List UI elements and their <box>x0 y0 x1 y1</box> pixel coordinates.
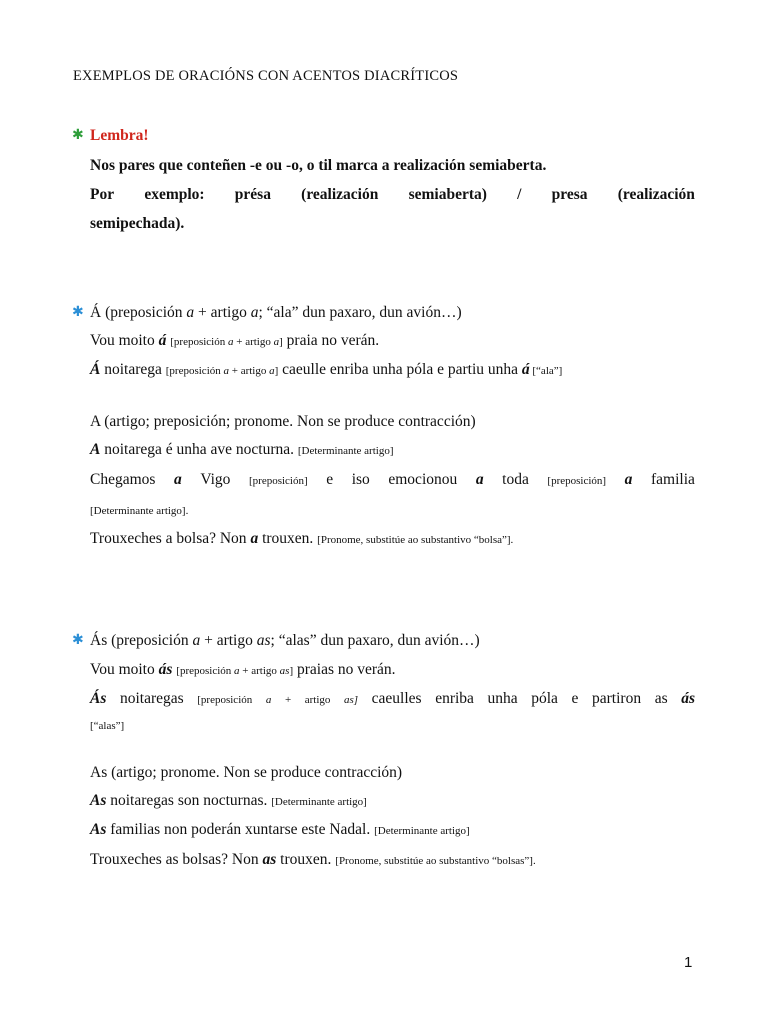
section-as-example-3: As noitaregas son nocturnas. [Determinante artigo] <box>90 792 367 809</box>
section-a-heading-2: A (artigo; preposición; pronome. Non se produce contracción) <box>90 413 476 430</box>
section-as-heading: Ás (preposición a + artigo as; “alas” dun paxaro, dun avión…) <box>90 632 480 649</box>
section-as-example-4: As familias non poderán xuntarse este Nadal. [Determinante artigo] <box>90 821 470 838</box>
blue-asterisk-icon: ✱ <box>72 305 84 320</box>
section-as-example-5: Trouxeches as bolsas? Non as trouxen. [Pronome, substitúe ao substantivo “bolsas”]. <box>90 851 536 868</box>
section-a-example-5: Trouxeches a bolsa? Non a trouxen. [Pronome, substitúe ao substantivo “bolsa”]. <box>90 530 514 547</box>
section-a-example-2: Á noitarega [preposición a + artigo a] caeulle enriba unha póla e partiu unha á [“ala”] <box>90 361 563 378</box>
reminder-line-2: Por exemplo: présa (realización semiaberta) / presa (realización <box>90 186 695 203</box>
section-as-heading-2: As (artigo; pronome. Non se produce contracción) <box>90 764 403 781</box>
reminder-line-3: semipechada). <box>90 215 185 232</box>
section-a-heading: Á (preposición a + artigo a; “ala” dun paxaro, dun avión…) <box>90 304 462 321</box>
section-as-example-2: Ás noitaregas [preposición a + artigo as] caeulles enriba unha póla e partiron as ás <box>90 690 695 707</box>
section-as-example-2-note: [“alas”] <box>90 720 125 732</box>
document-title: EXEMPLOS DE ORACIÓNS CON ACENTOS DIACRÍTICOS <box>73 68 459 84</box>
reminder-heading: Lembra! <box>90 127 149 144</box>
green-asterisk-icon: ✱ <box>72 128 84 143</box>
blue-asterisk-icon: ✱ <box>72 633 84 648</box>
reminder-line-1: Nos pares que conteñen -e ou -o, o til marca a realización semiaberta. <box>90 157 547 174</box>
page-number: 1 <box>684 954 693 971</box>
section-a-example-3: A noitarega é unha ave nocturna. [Determinante artigo] <box>90 441 394 458</box>
section-a-example-4-note: [Determinante artigo]. <box>90 505 189 517</box>
section-a-example-1: Vou moito á [preposición a + artigo a] praia no verán. <box>90 332 380 349</box>
section-as-example-1: Vou moito ás [preposición a + artigo as] praias no verán. <box>90 661 396 678</box>
section-a-example-4: Chegamos a Vigo [preposición] e iso emocionou a toda [preposición] a familia <box>90 471 695 488</box>
